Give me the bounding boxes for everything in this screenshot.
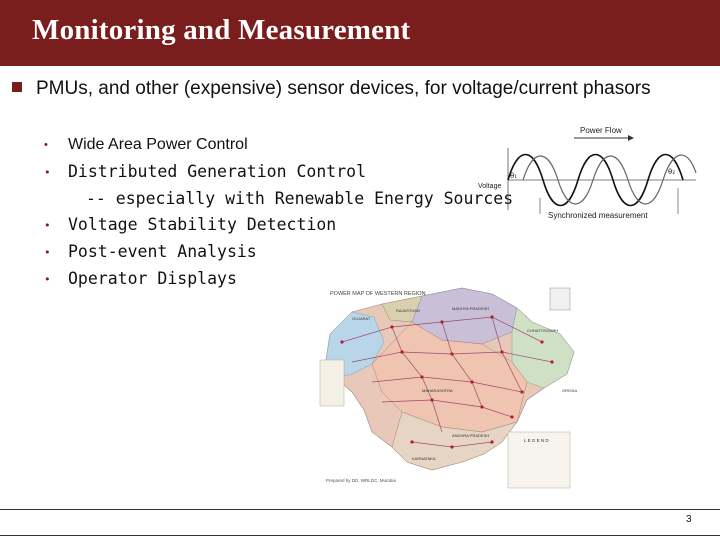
- map-label-karnataka: KARNATAKA: [412, 456, 436, 461]
- map-credit: Prepared by DD, WRLDC, Mumbai: [326, 478, 396, 483]
- map-title: POWER MAP OF WESTERN REGION: [330, 291, 426, 297]
- power-map-figure: [312, 282, 608, 496]
- main-bullet-marker: [12, 82, 22, 92]
- angle-1-label: θ₁: [510, 172, 518, 180]
- sub-bullet-continuation: -- especially with Renewable Energy Sources: [86, 189, 514, 208]
- map-label-rajasthan: RAJASTHAN: [396, 308, 420, 313]
- sub-bullet-post-event: [44, 242, 257, 261]
- map-label-chhattisgarh: CHHATTISGARH: [527, 328, 559, 333]
- map-label-andhra-pradesh: ANDHRA PRADESH: [452, 433, 490, 438]
- angle-2-label: θ₂: [668, 168, 676, 176]
- map-label-maharashtra: MAHARASHTRA: [422, 388, 453, 393]
- bullet-dot-icon: •: [44, 166, 51, 179]
- title-bar: [0, 0, 720, 66]
- map-inset-list: [320, 360, 344, 406]
- map-label-gujarat: GUJARAT: [352, 316, 371, 321]
- bullet-dot-icon: •: [44, 273, 51, 286]
- sync-measurement-label: Synchronized measurement: [548, 211, 648, 220]
- sub-bullet-wide-area: [44, 136, 248, 154]
- sub-bullet-label: Distributed Generation Control: [68, 162, 367, 181]
- sub-bullet-label: Operator Displays: [68, 269, 237, 288]
- voltage-label: Voltage: [478, 183, 502, 190]
- sub-bullet-label: Voltage Stability Detection: [68, 215, 337, 234]
- sub-bullet-operator: [44, 269, 237, 288]
- sub-bullet-label: Wide Area Power Control: [68, 136, 248, 153]
- map-label-madhya-pradesh: MADHYA PRADESH: [452, 306, 490, 311]
- sub-bullet-distributed: [44, 162, 366, 181]
- sub-bullet-label: Post-event Analysis: [68, 242, 257, 261]
- logo-emblem-icon: [550, 288, 570, 310]
- main-bullet-text: PMUs, and other (expensive) sensor devices, for voltage/current phasors: [36, 78, 651, 99]
- footer-divider-bottom: [0, 535, 720, 536]
- sub-bullet-voltage: [44, 215, 336, 234]
- phasor-waveform-figure: [478, 118, 700, 228]
- map-legend-title: L E G E N D: [524, 438, 549, 443]
- bullet-dot-icon: •: [44, 138, 48, 151]
- slide-title: Monitoring and Measurement: [32, 14, 411, 46]
- page-number: 3: [686, 514, 692, 525]
- map-label-orissa: ORISSA: [562, 388, 578, 393]
- bullet-dot-icon: •: [44, 246, 51, 259]
- power-flow-arrowhead-icon: [628, 135, 634, 141]
- footer-divider-top: [0, 509, 720, 510]
- power-flow-label: Power Flow: [580, 126, 622, 135]
- bullet-dot-icon: •: [44, 219, 51, 232]
